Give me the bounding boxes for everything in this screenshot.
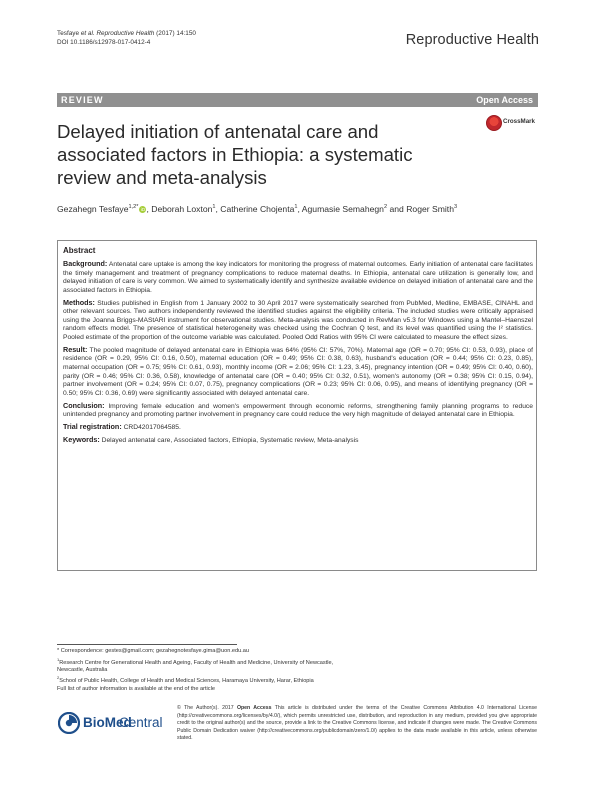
crossmark-label: CrossMark [503, 118, 535, 125]
affiliation-sup: 1 [57, 656, 60, 662]
abstract-heading: Abstract [63, 246, 96, 255]
footnotes [57, 648, 347, 693]
section-text: The pooled magnitude of delayed antenatal care in Ethiopia was 64% (95% CI: 57%, 70%). Maternal age (OR = 0.70; 95% CI: 0.53, 0.93), place of residence (OR = 0.29, 95% CI: 0.16, 0.50), maternal education (OR = 0.49; 95% CI: 0.38, 0.63), husband's education (OR = 0.44; 95% CI: 0.23, 0.85), maternal occupation (OR = 0.75; 95% CI: 0.61, 0.93), monthly income (OR = 2.06; 95% CI: 1.23, 3.45), pregnancy intention (OR = 0.49; 95% CI: 0.40, 0.60), parity (OR = 0.46; 95% CI: 0.36, 0.58), knowledge of antenatal care (OR = 0.40; 95% CI: 0.32, 0.51), women's autonomy (OR = 0.38; 95% CI: 0.15, 0.94), partner involvement (OR = 0.24; 95% CI: 0.07, 0.75), pregnancy complications (OR = 0.23; 95% CI: 0.06, 0.95), and means of identifying pregnancy (OR = 0.50; 95% CI: 0.36, 0.69) were significantly associated with delayed antenatal care. [63, 346, 533, 397]
biomed-central-icon [58, 712, 80, 734]
crossmark-icon [486, 115, 502, 131]
citation-line1 [57, 30, 196, 39]
section-text: Improving female education and women's empowerment through economic reforms, strengthening family planning programs to reduce unintended pregnancy and promoting partner involvement in pregnancy care could reduce the very high magnitude of delayed antenatal care in Ethiopia. [63, 402, 533, 419]
section-text: Antenatal care uptake is among the key indicators for monitoring the progress of maternal outcomes. Early initiation of antenatal care facilitates the timely management and treatment of pregnancy complications to reduce maternal deaths. In Ethiopia, antenatal care utilization is generally low, and delayed initiation of care is very common. We aimed to systematically identify and synthesize available evidence on delayed initiation of antenatal care and the associated factors in Ethiopia. [63, 261, 533, 294]
abstract-content [63, 246, 533, 449]
article-title [57, 121, 477, 189]
section-label: Result: [63, 344, 88, 354]
footnote-divider [57, 644, 237, 645]
author-name[interactable]: Gezahegn Tesfaye [57, 204, 129, 214]
citation-journal: et al. Reproductive Health [80, 30, 155, 37]
central-wordmark: Central [119, 715, 163, 730]
license-statement [177, 705, 537, 743]
author-name[interactable]: and Roger Smith [387, 204, 454, 214]
author-name[interactable]: , Deborah Loxton [146, 204, 213, 214]
abstract-conclusion [63, 402, 533, 420]
section-label: Trial registration: [63, 422, 122, 432]
abstract-methods [63, 299, 533, 343]
title-line-1: Delayed initiation of antenatal care and [57, 121, 379, 142]
section-text: Delayed antenatal care, Associated factors, Ethiopia, Systematic review, Meta-analysis [99, 437, 359, 445]
affiliation-text: School of Public Health, College of Health and Medical Sciences, Haramaya University, Harar, Ethiopia [59, 678, 314, 685]
article-type-band [57, 93, 538, 107]
author-affiliation-sup: 1 [212, 204, 216, 211]
title-line-2: associated factors in Ethiopia: a systematic [57, 143, 413, 165]
abstract-box [57, 240, 537, 571]
section-label: Methods: [63, 297, 95, 307]
section-text: CRD42017064585. [121, 424, 181, 432]
author-name[interactable]: , Agumasie Semahegn [297, 204, 384, 214]
author-list [57, 204, 457, 214]
abstract-keywords [63, 436, 533, 446]
section-text: Studies published in English from 1 January 2002 to 30 April 2017 were systematically searched from PubMed, Medline, EMBASE, CINAHL and other relevant sources. Two authors independently reviewed the identified studies against the eligibility criteria. The included studies were critically appraised using the Joanna Briggs-MAStARI instrument for observational studies. Meta-analysis was conducted in RevMan v5.3 for Windows using a Mantel–Haenszel random effects model. The presence of statistical heterogeneity was checked using the Cochran Q test, and its level was quantified using the I² statistics. Pooled estimate of the proportion of the outcome variable was calculated. Pooled Odd Ratios with 95% CI were calculated to measure the effect sizes. [63, 299, 533, 341]
crossmark-badge[interactable] [485, 114, 545, 136]
title-line-3: review and meta-analysis [57, 166, 267, 188]
biomed-central-logo[interactable] [57, 710, 167, 738]
section-label: Conclusion: [63, 400, 105, 410]
author-affiliation-sup: 1 [294, 204, 298, 211]
article-type-label: REVIEW [61, 95, 104, 105]
license-text: This article is distributed under the terms of the Creative Commons Attribution 4.0 International License (http://creativecommons.org/licenses/by/4.0/), which permits unrestricted use, distribution, and reproduction in any medium, provided you give appropriate credit to the original author(s) and the source, provide a link to the Creative Commons license, and indicate if changes were made. The Creative Commons Public Domain Dedication waiver (http://creativecommons.org/publicdomain/zero/1.0/) applies to the data made available in this article, unless otherwise stated. [177, 705, 537, 741]
author-affiliation-sup: 3 [453, 204, 458, 211]
affiliation-2 [57, 674, 347, 685]
citation-author: Tesfaye [57, 30, 81, 37]
author-affiliation-sup: 1,2* [128, 204, 139, 211]
orcid-icon[interactable]: iD [140, 207, 146, 213]
abstract-trial-registration [63, 423, 533, 433]
full-author-info-note: Full list of author information is available at the end of the article [57, 685, 215, 692]
open-access-bold: Open Access [236, 705, 272, 711]
citation [57, 30, 196, 47]
abstract-result [63, 346, 533, 398]
copyright-lead: © The Author(s). 2017 [177, 705, 237, 711]
open-access-label: Open Access [476, 95, 533, 105]
affiliation-text: Research Centre for Generational Health and Ageing, Faculty of Health and Medicine, University of Newcastle, Newcastle, Australia [57, 659, 334, 673]
section-label: Background: [63, 259, 108, 268]
section-label: Keywords: [63, 435, 100, 445]
correspondence[interactable]: * Correspondence: gestes@gmail.com; gezahegnotesfaye.gima@uon.edu.au [57, 648, 250, 654]
citation-volume: (2017) 14:150 [154, 30, 196, 37]
affiliation-1 [57, 656, 347, 675]
affiliation-sup: 2 [57, 675, 60, 681]
abstract-background [63, 260, 533, 295]
citation-doi[interactable]: DOI 10.1186/s12978-017-0412-4 [57, 38, 151, 46]
author-affiliation-sup: 2 [383, 204, 388, 211]
biomed-wordmark: BioMed [83, 715, 132, 730]
journal-name: Reproductive Health [405, 32, 539, 48]
author-name[interactable]: , Catherine Chojenta [215, 204, 295, 214]
